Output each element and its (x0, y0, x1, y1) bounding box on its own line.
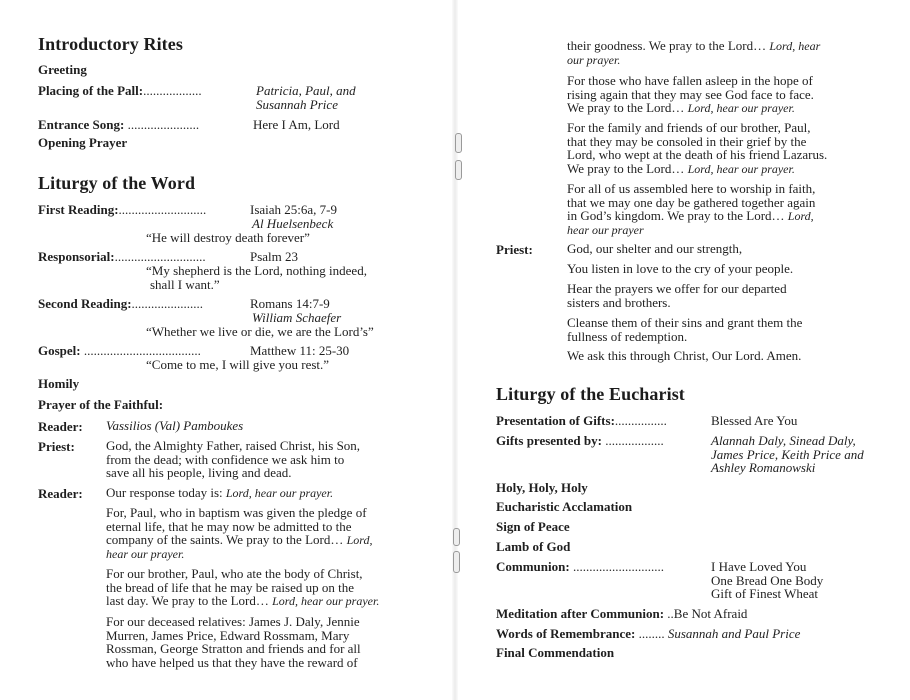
line: For our brother, Paul, who ate the body of Christ, (106, 566, 363, 581)
song: Gift of Finest Wheat (711, 586, 818, 601)
gospel (38, 344, 201, 358)
leader-dots: .. (664, 606, 674, 621)
line: Ashley Romanowski (711, 460, 816, 475)
closing-prayer-1: God, our shelter and our strength, (567, 241, 743, 256)
line (106, 533, 436, 548)
line: rising again that they may see God face to face. (567, 86, 814, 102)
line: Rossman, George Stratton and friends and for all (106, 641, 361, 656)
label: Communion: (496, 559, 570, 574)
closing-prayer-3 (567, 282, 907, 309)
first-reading-quote: “He will destroy death forever” (146, 230, 310, 245)
text: last day. We pray to the Lord… (106, 593, 269, 608)
line: Murren, James Price, Edward Rossmam, Mary (106, 627, 350, 643)
speaker-priest-2: Priest: (496, 242, 533, 257)
response: Lord, hear our prayer. (687, 101, 795, 115)
closing-prayer-5: We ask this through Christ, Our Lord. Amen. (567, 348, 802, 363)
heading-introductory-rites: Introductory Rites (38, 34, 183, 54)
communion (496, 560, 664, 574)
line: Hear the prayers we offer for our departed (567, 281, 787, 296)
label: Placing of the Pall: (38, 83, 144, 98)
line: For the family and friends of our brother, Paul, (567, 120, 811, 135)
greeting: Greeting (38, 62, 87, 77)
line: who have helped us that they have the reward of (106, 654, 358, 670)
label: Presentation of Gifts: (496, 413, 615, 428)
line: from the dead; with confidence we ask him to (106, 451, 345, 467)
second-reading (38, 297, 203, 311)
words-of-remembrance (496, 627, 800, 641)
responsorial (38, 250, 206, 264)
text: in God’s kingdom. We pray to the Lord… (567, 208, 785, 223)
heading-liturgy-word: Liturgy of the Word (38, 173, 196, 193)
line: For those who have fallen asleep in the hope of (567, 73, 813, 88)
text: We pray to the Lord… (567, 160, 685, 176)
petition-1 (106, 506, 436, 561)
leader-dots: ............................ (114, 249, 206, 264)
text: Our response today is: (106, 485, 223, 500)
line: For, Paul, who in baptism was given the pledge of (106, 505, 367, 520)
leader-dots: ........................... (118, 202, 207, 217)
text: We pray to the Lord… (567, 100, 685, 115)
second-reading-value: Romans 14:7-9 (250, 296, 330, 311)
line: fullness of redemption. (567, 328, 688, 344)
label: Entrance Song: (38, 117, 125, 132)
leader-dots: ............................ (569, 559, 664, 574)
line: Alannah Daly, Sinead Daly, (711, 433, 856, 448)
reader-name: Vassilios (Val) Pamboukes (106, 418, 244, 433)
petition-6 (567, 182, 907, 237)
response: Lord, hear our prayer. (225, 486, 334, 500)
response: Lord, hear our prayer. (272, 594, 380, 608)
line: the bread of life that he may be raised up on the (106, 579, 354, 595)
placing-of-pall (38, 84, 202, 98)
response: Lord, hear (769, 39, 821, 53)
petition-2 (106, 567, 436, 609)
petition-4 (567, 74, 907, 116)
first-reading-reader: Al Huelsenbeck (252, 216, 334, 231)
closing-prayer-2: You listen in love to the cry of your people. (567, 261, 794, 276)
response: our prayer. (567, 52, 621, 67)
entrance-song (38, 118, 199, 132)
line (567, 209, 907, 224)
gifts-presented-by (496, 434, 664, 448)
response: hear our prayer (567, 222, 644, 237)
eucharistic-acclamation: Eucharistic Acclamation (496, 499, 633, 514)
presentation-value: Blessed Are You (711, 413, 798, 428)
line: eternal life, that he may now be admitted to the (106, 518, 352, 534)
responsorial-quote-2: shall I want.” (150, 277, 220, 292)
leader-dots: .................................... (80, 343, 201, 358)
line (106, 594, 436, 609)
song: One Bread One Body (711, 572, 824, 588)
meditation-after-communion (496, 607, 747, 621)
speaker-reader-1: Reader: (38, 419, 83, 434)
line: James Price, Keith Price and (711, 446, 864, 462)
label: Words of Remembrance: (496, 626, 636, 641)
text: their goodness. We pray to the Lord… (567, 38, 767, 53)
right-page (455, 0, 910, 700)
second-reading-quote: “Whether we live or die, we are the Lord’s” (146, 324, 374, 339)
line: sisters and brothers. (567, 294, 671, 310)
label: Meditation after Communion: (496, 606, 665, 621)
first-reading-value: Isaiah 25:6a, 7-9 (250, 202, 338, 217)
line: For our deceased relatives: James J. Daly, Jennie (106, 614, 360, 629)
leader-dots: ................ (614, 413, 667, 428)
label: Gospel: (38, 343, 81, 358)
petition-5 (567, 121, 907, 176)
gospel-quote: “Come to me, I will give you rest.” (146, 357, 330, 372)
label: Gifts presented by: (496, 433, 602, 448)
first-reading (38, 203, 206, 217)
prayer-of-faithful: Prayer of the Faithful: (38, 397, 164, 412)
response: Lord, (787, 209, 814, 223)
opening-prayer: Opening Prayer (38, 135, 128, 150)
pall-value-1: Patricia, Paul, and (256, 83, 356, 98)
line (567, 101, 907, 116)
final-commendation: Final Commendation (496, 645, 615, 660)
gospel-value: Matthew 11: 25-30 (250, 343, 350, 358)
leader-dots: .................. (601, 433, 664, 448)
leader-dots: ...................... (124, 117, 200, 132)
homily: Homily (38, 376, 80, 391)
leader-dots: .................. (143, 83, 202, 98)
communion-songs (711, 560, 910, 601)
sign-of-peace: Sign of Peace (496, 519, 570, 534)
responsorial-value: Psalm 23 (250, 249, 299, 264)
response-intro (106, 486, 333, 500)
song: I Have Loved You (711, 559, 807, 574)
holy-holy-holy: Holy, Holy, Holy (496, 480, 588, 495)
pall-value-2: Susannah Price (256, 97, 338, 112)
speaker-reader-2: Reader: (38, 486, 83, 501)
speaker-priest-1: Priest: (38, 439, 75, 454)
label: First Reading: (38, 202, 119, 217)
line: Lord, who wept at the death of his friend Lazarus. (567, 147, 828, 162)
gifts-presenters (711, 434, 910, 475)
presentation-of-gifts (496, 414, 667, 428)
lamb-of-god: Lamb of God (496, 539, 571, 554)
closing-prayer-4 (567, 316, 907, 343)
response: hear our prayer. (106, 546, 185, 561)
line: For all of us assembled here to worship in faith, (567, 181, 816, 196)
label: Second Reading: (38, 296, 132, 311)
value: Be Not Afraid (673, 606, 748, 621)
text: company of the saints. We pray to the Lord… (106, 532, 344, 547)
second-reading-reader: William Schaefer (252, 310, 342, 325)
petition-3-continued (567, 39, 907, 67)
responsorial-quote-1: “My shepherd is the Lord, nothing indeed, (146, 263, 367, 278)
heading-liturgy-eucharist: Liturgy of the Eucharist (496, 384, 685, 404)
label: Responsorial: (38, 249, 115, 264)
line (567, 39, 907, 54)
response: Lord, (346, 533, 373, 547)
petition-3 (106, 615, 436, 669)
line: that they may be consoled in their grief by the (567, 133, 807, 149)
line: save all his people, living and dead. (106, 465, 292, 480)
line (567, 162, 907, 177)
value: Susannah and Paul Price (667, 626, 801, 641)
entrance-song-value: Here I Am, Lord (253, 117, 340, 132)
leader-dots: ...................... (131, 296, 204, 311)
response: Lord, hear our prayer. (687, 161, 795, 176)
line: God, the Almighty Father, raised Christ, his Son, (106, 438, 361, 453)
line: Cleanse them of their sins and grant them the (567, 315, 803, 330)
line: that we may one day be gathered together again (567, 194, 816, 210)
priest-invitation (106, 439, 436, 480)
leader-dots: ........ (635, 626, 665, 641)
